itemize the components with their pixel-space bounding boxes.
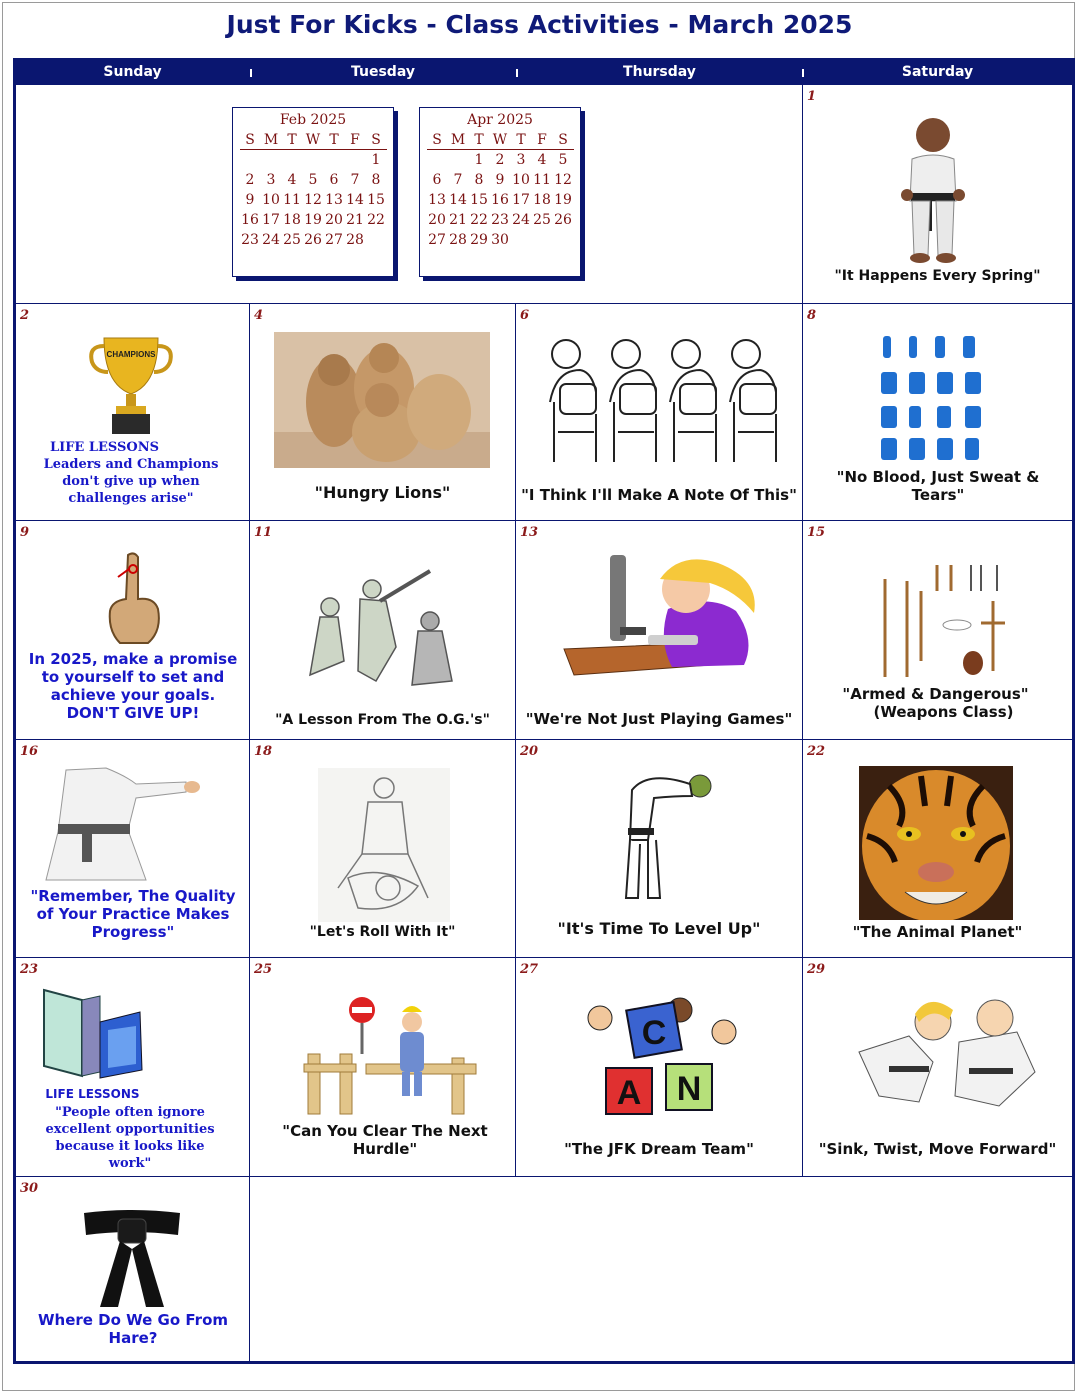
- day-cell-13: [516, 521, 803, 740]
- mini-calendar-date: 13: [428, 192, 446, 208]
- mini-calendar-date: [532, 230, 553, 250]
- mini-calendar-weekday: W: [490, 130, 511, 150]
- day-cell-29: [803, 958, 1072, 1177]
- day-number: 13: [520, 525, 539, 540]
- day-caption: "It's Time To Level Up": [557, 919, 761, 938]
- mini-calendar-area: [16, 85, 803, 304]
- lesson-label: LIFE LESSONS: [49, 440, 160, 455]
- day-caption: "The Animal Planet": [852, 923, 1023, 941]
- header-thursday: Thursday: [623, 64, 696, 80]
- martial-artists-sketch-image: [280, 551, 486, 701]
- mini-calendar-date: 5: [558, 152, 568, 168]
- lions-image: [274, 332, 490, 468]
- mini-calendar-date: 22: [367, 212, 385, 228]
- hurdle-worker-icon: [302, 994, 478, 1124]
- page-title: Just For Kicks - Class Activities - March 2025: [226, 10, 853, 39]
- karate-figure-icon: [898, 115, 968, 265]
- mini-calendar-date: 11: [283, 192, 301, 208]
- mini-calendar-date: 17: [512, 192, 530, 208]
- mini-calendar-date: 27: [428, 232, 446, 248]
- kids-with-blocks-icon: [580, 992, 740, 1124]
- day-caption: Where Do We Go From Hare?: [37, 1311, 229, 1347]
- mini-calendar-weekday: S: [553, 130, 574, 150]
- day-number: 16: [20, 744, 39, 759]
- mini-calendar-date: [324, 150, 345, 171]
- block-letter: A: [616, 1074, 642, 1112]
- mini-calendar-date: [366, 230, 387, 250]
- mini-calendar-date: 11: [533, 172, 551, 188]
- day-cell-27: [516, 958, 803, 1177]
- weapons-chart-icon: [877, 551, 1007, 681]
- calendar-grid: [13, 58, 1075, 1364]
- header-divider: [516, 69, 518, 77]
- weekday-header: [16, 61, 1072, 85]
- mini-calendar-date: 16: [491, 192, 509, 208]
- day-caption: "Sink, Twist, Move Forward": [818, 1140, 1057, 1158]
- mini-calendar-date: 19: [554, 192, 572, 208]
- day-number: 30: [20, 1181, 39, 1196]
- day-cell-15: [803, 521, 1072, 740]
- mini-calendar-date: [511, 230, 532, 250]
- mini-calendar-date: 24: [262, 232, 280, 248]
- bowing-figure-icon: [608, 770, 720, 908]
- day-number: 8: [807, 308, 817, 323]
- mini-calendar-date: [345, 150, 366, 171]
- lesson-text: "People often ignore excellent opportunities because it looks like work": [45, 1105, 215, 1171]
- day-number: 4: [254, 308, 264, 323]
- day-cell-6: [516, 304, 803, 521]
- mini-calendar-date: 20: [428, 212, 446, 228]
- mini-calendar-date: 21: [449, 212, 467, 228]
- day-caption: "Hungry Lions": [314, 483, 451, 502]
- mini-calendar-title: Feb 2025: [279, 112, 347, 128]
- mini-calendar-date: 18: [283, 212, 301, 228]
- day-cell-2: [16, 304, 250, 521]
- mini-calendar-date: 18: [533, 192, 551, 208]
- day-cell-4: [250, 304, 516, 521]
- day-caption: "We're Not Just Playing Games": [525, 710, 793, 728]
- mini-calendar-date: 25: [283, 232, 301, 248]
- mini-calendar-weekday: T: [511, 130, 532, 150]
- mini-calendar-weekday: W: [303, 130, 324, 150]
- mini-calendar-date: 15: [470, 192, 488, 208]
- mini-calendar-date: 8: [371, 172, 381, 188]
- mini-calendar-date: 17: [262, 212, 280, 228]
- mini-calendar-date: 7: [453, 172, 463, 188]
- mini-calendar-date: 14: [449, 192, 467, 208]
- lesson-label: LIFE LESSONS: [45, 1087, 140, 1101]
- mini-calendar-date: 26: [304, 232, 322, 248]
- mini-calendar-weekday: F: [345, 130, 366, 150]
- day-caption: "No Blood, Just Sweat & Tears": [836, 468, 1040, 504]
- kata-sequence-icon: [877, 332, 997, 462]
- mini-calendar-weekday: S: [366, 130, 387, 150]
- black-belt-icon: [78, 1209, 186, 1309]
- girl-at-computer-icon: [560, 549, 760, 691]
- day-caption: "A Lesson From The O.G.'s": [275, 712, 490, 728]
- mini-calendar-date: 23: [241, 232, 259, 248]
- mini-calendar-date: 23: [491, 212, 509, 228]
- day-caption: In 2025, make a promise to yourself to set and achieve your goals. DON'T GIVE UP!: [28, 650, 238, 722]
- mini-calendar-date: 1: [474, 152, 484, 168]
- day-cell-16: [16, 740, 250, 958]
- mini-calendar-date: 28: [449, 232, 467, 248]
- mini-calendar-date: 2: [495, 152, 505, 168]
- mini-calendar-date: 7: [350, 172, 360, 188]
- mini-calendar-feb: [232, 107, 394, 277]
- day-caption-2: (Weapons Class): [873, 703, 1014, 721]
- day-caption: "Can You Clear The Next Hurdle": [282, 1122, 488, 1158]
- mini-calendar-date: 3: [266, 172, 276, 188]
- mini-calendar-date: 2: [245, 172, 255, 188]
- mini-calendar-date: [261, 150, 282, 171]
- mini-calendar-date: 5: [308, 172, 318, 188]
- day-cell-1: [803, 85, 1072, 304]
- mini-calendar-date: 10: [512, 172, 530, 188]
- mini-calendar-date: [553, 230, 574, 250]
- mini-calendar-date: 16: [241, 212, 259, 228]
- students-taking-notes-image: [536, 332, 782, 482]
- mini-calendar-weekday: S: [240, 130, 261, 150]
- mini-calendar-weekday: F: [532, 130, 553, 150]
- mini-calendar-date: 12: [304, 192, 322, 208]
- mini-calendar-apr: [419, 107, 581, 277]
- mini-calendar-date: 3: [516, 152, 526, 168]
- day-number: 15: [807, 525, 826, 540]
- mini-calendar-table: [240, 130, 387, 250]
- mini-calendar-date: 13: [325, 192, 343, 208]
- mini-calendar-weekday: T: [469, 130, 490, 150]
- mini-calendar-date: 26: [554, 212, 572, 228]
- mini-calendar-date: 6: [432, 172, 442, 188]
- mini-calendar-date: 1: [371, 152, 381, 168]
- trophy-text: CHAMPIONS: [106, 350, 156, 359]
- mini-calendar-date: 24: [512, 212, 530, 228]
- tiger-image: [859, 766, 1013, 920]
- day-number: 1: [807, 89, 817, 104]
- mini-calendar-date: 27: [325, 232, 343, 248]
- day-cell-20: [516, 740, 803, 958]
- day-caption: "Let's Roll With It": [309, 924, 456, 940]
- header-divider: [250, 69, 252, 77]
- mini-calendar-date: 30: [491, 232, 509, 248]
- mini-calendar-date: [240, 150, 261, 171]
- day-cell-30: [16, 1177, 250, 1361]
- mini-calendar-date: 15: [367, 192, 385, 208]
- day-number: 22: [807, 744, 826, 759]
- lesson-text: Leaders and Champions don't give up when challenges arise": [43, 457, 219, 506]
- day-number: 29: [807, 962, 826, 977]
- day-number: 6: [520, 308, 530, 323]
- sparring-cartoon-icon: [849, 992, 1039, 1112]
- block-letter: N: [676, 1070, 702, 1108]
- mini-calendar-date: 8: [474, 172, 484, 188]
- day-number: 18: [254, 744, 273, 759]
- mini-calendar-date: [282, 150, 303, 171]
- mini-calendar-date: 4: [537, 152, 547, 168]
- header-divider: [802, 69, 804, 77]
- mini-calendar-weekday: T: [282, 130, 303, 150]
- header-tuesday: Tuesday: [351, 64, 415, 80]
- mini-calendar-title: Apr 2025: [467, 112, 533, 128]
- open-binder-icon: [38, 986, 148, 1082]
- mini-calendar-date: [448, 150, 469, 171]
- trophy-icon: [86, 332, 176, 437]
- mini-calendar-date: 21: [346, 212, 364, 228]
- day-caption: "The JFK Dream Team": [564, 1140, 754, 1158]
- grappling-sketch-image: [318, 768, 450, 922]
- day-caption: "It Happens Every Spring": [834, 268, 1041, 284]
- mini-calendar-date: [303, 150, 324, 171]
- day-number: 20: [520, 744, 539, 759]
- block-letter: C: [641, 1014, 667, 1052]
- mini-calendar-weekday: M: [261, 130, 282, 150]
- header-sunday: Sunday: [103, 64, 162, 80]
- day-cell-18: [250, 740, 516, 958]
- mini-calendar-date: 22: [470, 212, 488, 228]
- mini-calendar-date: 12: [554, 172, 572, 188]
- mini-calendar-date: 10: [262, 192, 280, 208]
- day-number: 27: [520, 962, 539, 977]
- mini-calendar-date: [427, 150, 448, 171]
- mini-calendar-table: [427, 130, 574, 250]
- mini-calendar-date: 9: [245, 192, 255, 208]
- day-number: 23: [20, 962, 39, 977]
- header-saturday: Saturday: [901, 64, 974, 80]
- day-number: 9: [20, 525, 30, 540]
- day-cell-22: [803, 740, 1072, 958]
- mini-calendar-date: 19: [304, 212, 322, 228]
- mini-calendar-date: 14: [346, 192, 364, 208]
- day-caption: "Armed & Dangerous": [842, 685, 1029, 703]
- day-caption: "Remember, The Quality of Your Practice Makes Progress": [30, 887, 236, 941]
- day-cell-9: [16, 521, 250, 740]
- mini-calendar-date: 20: [325, 212, 343, 228]
- mini-calendar-date: 9: [495, 172, 505, 188]
- mini-calendar-weekday: S: [427, 130, 448, 150]
- finger-with-string-icon: [104, 551, 164, 651]
- day-cell-8: [803, 304, 1072, 521]
- mini-calendar-date: 6: [329, 172, 339, 188]
- mini-calendar-date: 28: [346, 232, 364, 248]
- mini-calendar-weekday: T: [324, 130, 345, 150]
- karate-punch-icon: [36, 762, 206, 886]
- day-cell-11: [250, 521, 516, 740]
- mini-calendar-date: 4: [287, 172, 297, 188]
- day-number: 25: [254, 962, 273, 977]
- day-number: 11: [254, 525, 273, 540]
- day-cell-25: [250, 958, 516, 1177]
- mini-calendar-date: 29: [470, 232, 488, 248]
- mini-calendar-date: 25: [533, 212, 551, 228]
- mini-calendar-weekday: M: [448, 130, 469, 150]
- day-caption: "I Think I'll Make A Note Of This": [521, 486, 797, 504]
- day-number: 2: [20, 308, 30, 323]
- day-cell-23: [16, 958, 250, 1177]
